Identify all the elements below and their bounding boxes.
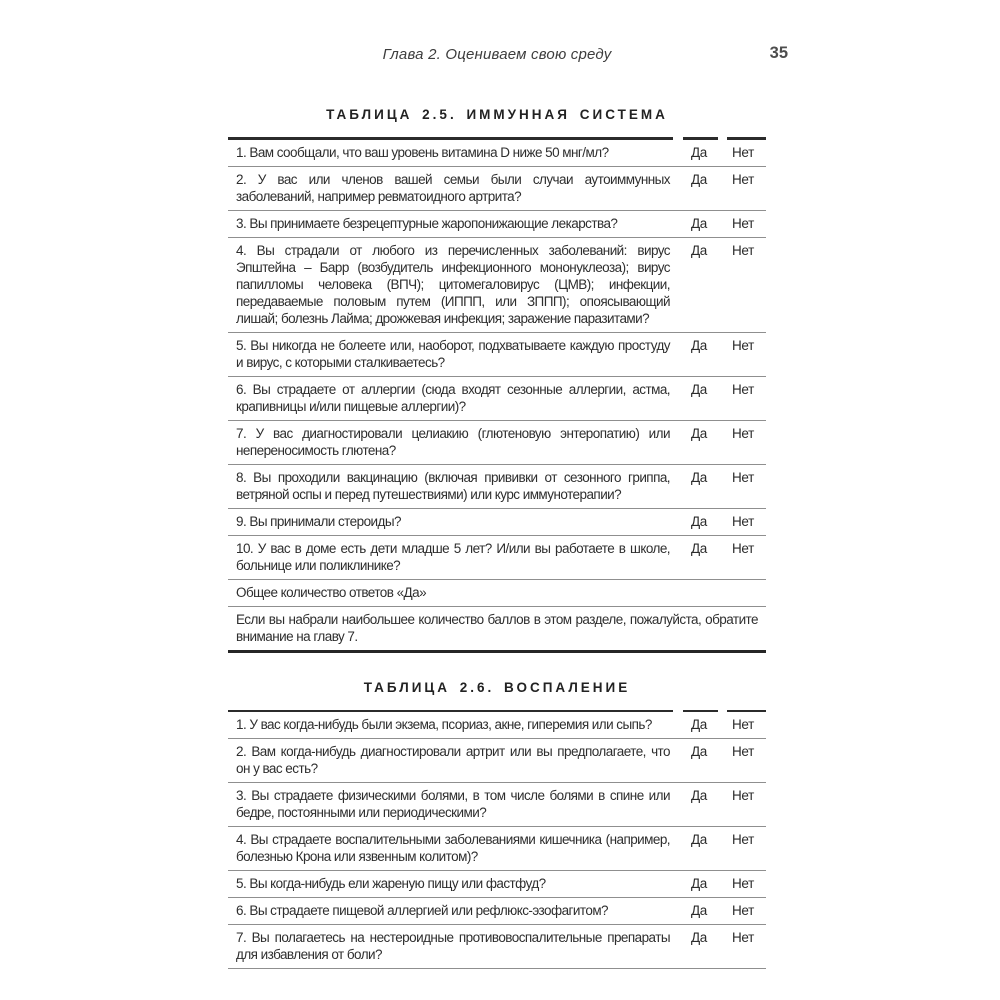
question-text: 6. Вы страдаете пищевой аллергией или рефлюкс-эзофагитом?: [236, 903, 609, 918]
t25-note-row: [228, 606, 766, 650]
yes-option: Да: [690, 540, 708, 556]
question-text: 4. Вы страдали от любого из перечисленных заболеваний: вирус Эпштейна – Барр (возбудитель инфекционного мононуклеоза); вирус папилломы человека (ВПЧ); цитомегаловирус (ЦМВ); инфекции, передаваемые половым путем (ИППП, или ЗППП); опоясывающий лишай; болезнь Лайма; дрожжевая инфекция; заражение паразитами?: [236, 242, 670, 326]
yes-option: Да: [690, 903, 708, 918]
yes-option: Да: [690, 337, 708, 353]
no-option: Нет: [731, 744, 755, 759]
question-text: 1. У вас когда-нибудь были экзема, псориаз, акне, гиперемия или сыпь?: [236, 717, 652, 732]
question-text: 3. Вы страдаете физическими болями, в том числе болями в спине или бедре, постоянными или периодическими?: [236, 788, 670, 820]
question-text: 6. Вы страдаете от аллергии (сюда входят сезонные аллергии, астма, крапивницы и/или пищевые аллергии)?: [236, 381, 670, 414]
no-option: Нет: [731, 876, 755, 891]
chapter-title: Глава 2. Оцениваем свою среду: [382, 46, 612, 63]
table-2-6: [228, 710, 766, 970]
page-content: [228, 0, 788, 969]
t26-row-2: [228, 738, 766, 782]
t25-row-4: [228, 237, 766, 332]
t25-row-6: [228, 376, 766, 420]
no-option: Нет: [731, 540, 755, 556]
yes-option: Да: [690, 876, 708, 891]
question-text: 8. Вы проходили вакцинацию (включая прививки от сезонного гриппа, ветряной оспы и перед путешествиями) или курс иммунотерапии?: [236, 469, 670, 502]
yes-option: Да: [690, 744, 708, 759]
t25-total-row: [228, 579, 766, 606]
yes-option: Да: [690, 381, 708, 397]
question-text: 1. Вам сообщали, что ваш уровень витамина D ниже 50 мнг/мл?: [236, 144, 609, 160]
question-text: 2. У вас или членов вашей семьи были случаи аутоиммунных заболеваний, например ревматоидного артрита?: [236, 171, 670, 204]
page-number: 35: [769, 44, 788, 62]
t26-row-3: [228, 782, 766, 826]
table-2-5-top-rule: [228, 137, 766, 140]
no-option: Нет: [731, 469, 755, 485]
rule-segment-yes: [683, 710, 718, 713]
no-option: Нет: [731, 717, 755, 732]
yes-option: Да: [690, 242, 708, 258]
rule-segment-no: [727, 710, 766, 713]
yes-option: Да: [690, 788, 708, 803]
t25-row-7: [228, 420, 766, 464]
rule-segment-question: [228, 137, 673, 140]
no-option: Нет: [731, 242, 755, 258]
rule-segment-no: [727, 137, 766, 140]
t26-row-4: [228, 826, 766, 870]
t26-row-6: [228, 897, 766, 924]
no-option: Нет: [731, 215, 755, 231]
no-option: Нет: [731, 788, 755, 803]
no-option: Нет: [731, 513, 755, 529]
question-text: 7. Вы полагаетесь на нестероидные противовоспалительные препараты для избавления от боли?: [236, 930, 670, 962]
yes-option: Да: [690, 144, 708, 160]
question-text: 4. Вы страдаете воспалительными заболеваниями кишечника (например, болезнью Крона или язвенным колитом)?: [236, 832, 670, 864]
yes-option: Да: [690, 215, 708, 231]
question-text: 2. Вам когда-нибудь диагностировали артрит или вы предполагаете, что он у вас есть?: [236, 744, 670, 776]
question-text: 10. У вас в доме есть дети младше 5 лет? И/или вы работаете в школе, больнице или поликлинике?: [236, 540, 670, 573]
no-option: Нет: [731, 381, 755, 397]
table-2-6-top-rule: [228, 710, 766, 713]
no-option: Нет: [731, 171, 755, 187]
table-2-5: [228, 137, 766, 653]
yes-option: Да: [690, 832, 708, 847]
question-text: 5. Вы никогда не болеете или, наоборот, подхватываете каждую простуду и вирус, с которыми сталкиваетесь?: [236, 337, 670, 370]
question-text: 9. Вы принимали стероиды?: [236, 513, 401, 529]
no-option: Нет: [731, 903, 755, 918]
table-2-6-title: ТАБЛИЦА 2.6. ВОСПАЛЕНИЕ: [363, 679, 631, 695]
yes-option: Да: [690, 425, 708, 441]
table-note: Если вы набрали наибольшее количество баллов в этом разделе, пожалуйста, обратите внимание на главу 7.: [236, 611, 758, 644]
no-option: Нет: [731, 425, 755, 441]
t26-row-1: [228, 712, 766, 738]
running-header: [228, 0, 788, 66]
t25-row-8: [228, 464, 766, 508]
rule-segment-yes: [683, 137, 718, 140]
no-option: Нет: [731, 832, 755, 847]
t25-row-2: [228, 166, 766, 210]
t26-row-7: [228, 924, 766, 968]
t26-row-5: [228, 870, 766, 897]
yes-option: Да: [690, 930, 708, 945]
question-text: 7. У вас диагностировали целиакию (глютеновую энтеропатию) или непереносимость глютена?: [236, 425, 670, 458]
no-option: Нет: [731, 337, 755, 353]
t25-row-1: [228, 140, 766, 166]
yes-option: Да: [690, 513, 708, 529]
table-2-5-title: ТАБЛИЦА 2.5. ИММУННАЯ СИСТЕМА: [326, 107, 668, 122]
total-yes-label: Общее количество ответов «Да»: [236, 584, 427, 600]
yes-option: Да: [690, 469, 708, 485]
yes-option: Да: [690, 171, 708, 187]
rule-segment-question: [228, 710, 673, 713]
question-text: 3. Вы принимаете безрецептурные жаропонижающие лекарства?: [236, 215, 618, 231]
no-option: Нет: [731, 930, 755, 945]
question-text: 5. Вы когда-нибудь ели жареную пищу или фастфуд?: [236, 876, 546, 891]
no-option: Нет: [731, 144, 755, 160]
yes-option: Да: [690, 717, 708, 732]
t25-row-5: [228, 332, 766, 376]
t25-row-3: [228, 210, 766, 237]
t25-row-9: [228, 508, 766, 535]
t25-row-10: [228, 535, 766, 579]
